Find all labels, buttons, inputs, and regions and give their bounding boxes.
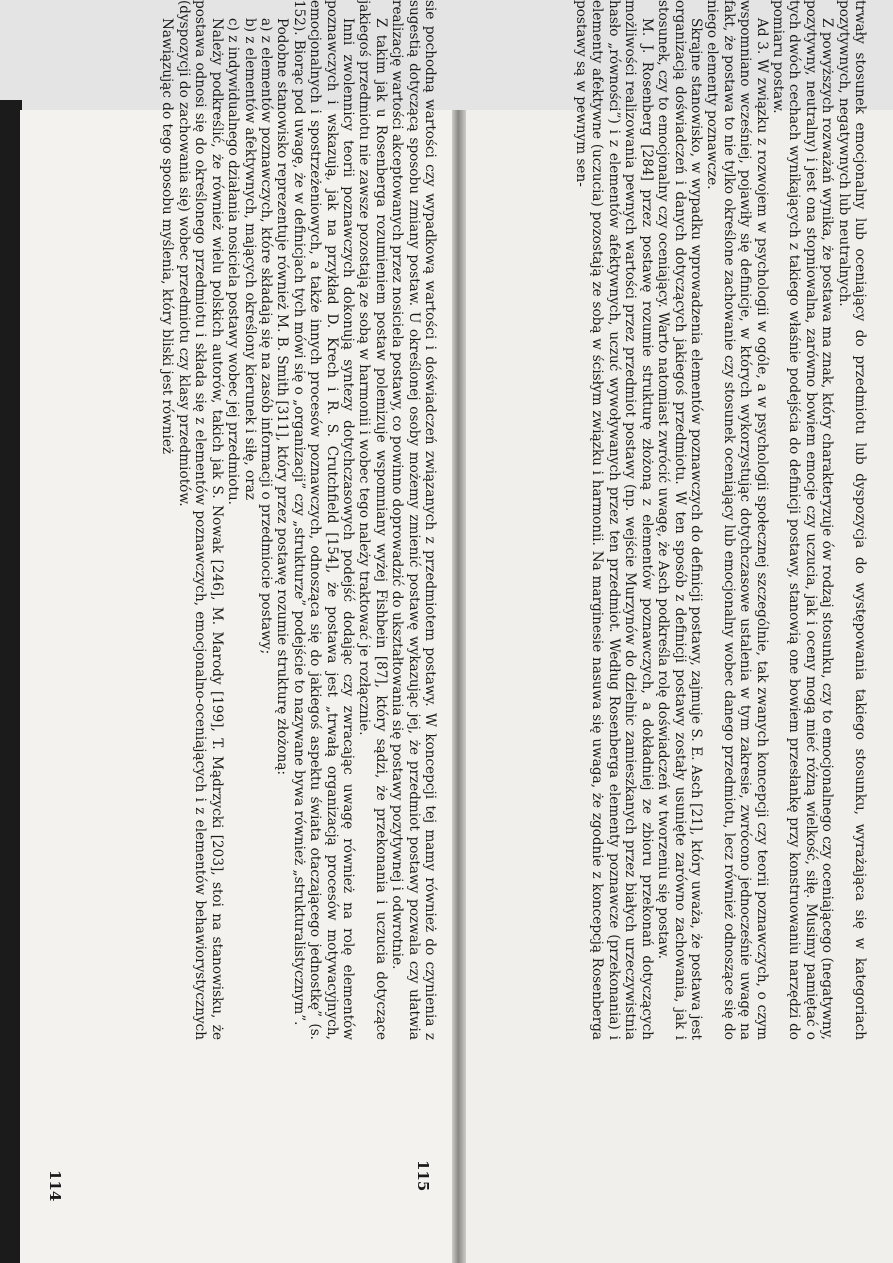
page-number-left: 114 [46,1170,64,1202]
list-item: a) z elementów poznawczych, które składają się na zasób informacji o przedmiocie postawy; [257,18,274,655]
left-page-text [573,0,868,1040]
list-item: c) z indywidualnego działania nosiciela postawy wobec jej przedmiotu. [225,18,242,505]
paragraph: M. J. Rosenberg [284] przez postawę rozumie strukturę złożoną z elementów poznawczych, a dokładniej ze zbioru przekonań dotyczących możliwości realizowania pewnych wartości przez przedmiot postawy (np. wejście Murzynów do dzielnic zamieszkanych przez białych urzeczywistnia hasło „równości”) i z elementów afektywnych, uczuć wywoływanych przez ten przedmiot. Według Rosenberga elementy poznawcze (przekonania) i elementy afektywne (uczucia) pozostają ze sobą w ścisłym związku i harmonii. Na marginesie nasuwa się uwaga, że zgodnie z koncepcją Rosenberga postawy są w pewnym sen- [573,0,655,1040]
paragraph: Nawiązując do tego sposobu myślenia, który bliski jest również [159,18,176,455]
paragraph: Podobne stanowisko reprezentuje również M. B. Smith [311], który przez postawę rozumie strukturę złożoną: [274,18,291,776]
paragraph: Ad 3. W związku z rozwojem w psychologii w ogóle, a w psychologii społecznej szczególnie, tak zwanych koncepcji czy teorii poznawczych, o czym wspomniano wcześniej, pojawiły się definicje, w których wykorzystując dotychczasowe ustalenia w tym zakresie, zwrócono jednocześnie uwagę na fakt, że postawa to nie tylko określone zachowanie czy stosunek oceniający lub emocjonalny wobec danego przedmiotu, lecz również odnoszące się do niego elementy poznawcze. [704,0,770,1040]
paragraph: trwały stosunek emocjonalny lub oceniający do przedmiotu lub dyspozycja do występowania takiego stosunku, wyrażająca się w kategoriach pozytywnych, negatywnych lub neutralnych. [835,0,868,1040]
paragraph: Inni zwolennicy teorii poznawczych dokonują syntezy dotychczasowych podejść dodając czy zwracając uwagę również na rolę elementów poznawczych i wskazują, jak na przykład D. Krech i R. S. Crutchfield [154], że postawa jest „trwałą organizacją procesów motywacyjnych, emocjonalnych i spostrzeżeniowych, a także innych procesów poznawczych, odnosząca się do jakiegoś aspektu świata otaczającego jednostkę” (s. 152). Biorąc pod uwagę, że w definicjach tych mówi się o „organizacji” czy „strukturze” podejście to nazywane bywa również „strukturalistycznym”. [290,0,356,1040]
paragraph: Skrajne stanowisko, w wypadku wprowadzenia elementów poznawczych do definicji postawy, zajmuje S. E. Asch [21], który uważa, że postawa jest organizacją doświadczeń i danych dotyczących jakiegoś przedmiotu. W ten sposób z definicji postawy zostały usunięte zarówno zachowania, jak i stosunek, czy to emocjonalny czy oceniający. Warto natomiast zwrócić uwagę, że Asch podkreśla rolę doświadczeń w tworzeniu się postaw. [655,0,704,1040]
list-item: b) z elementów afektywnych, mających określony kierunek i siłę, oraz [241,18,258,500]
book-spine [452,110,466,1263]
paragraph: Należy podkreślić, że również wielu polskich autorów, takich jak S. Nowak [246], M. Marody [199], T. Mądrzycki [203], stoi na stanowisku, że postawa odnosi się do określonego przedmiotu i składa się z elementów poznawczych, emocjonalno-oceniających i z elementów behawiorystycznych (dyspozycji do zachowania się) wobec przedmiotu czy klasy przedmiotów. [175,0,225,1040]
paragraph: Z takim jak u Rosenberga rozumieniem postaw polemizuje wspomniany wyżej Fishbein [87], który sądzi, że przekonania i uczucia dotyczące jakiegoś przedmiotu nie zawsze pozostają ze sobą w harmonii i wobec tego należy traktować je rozłącznie. [356,0,389,1040]
scan-edge-shadow [0,100,22,1263]
page-number-right: 115 [414,1160,432,1192]
paragraph: sie pochodną wartości czy wypadkową wartości i doświadczeń związanych z przedmiotem postawy. W koncepcji tej mamy również do czynienia z sugestią dotyczącą sposobu zmiany postaw. U określonej osoby możemy zmienić postawę wykazując jej, że przedmiot postawy pozwala czy ułatwia realizację wartości akceptowanych przez nosiciela postawy, co powinno doprowadzić do ukształtowania się postawy pozytywnej i odwrotnie. [389,0,438,1040]
right-page-text [159,0,438,1040]
paragraph: Z powyższych rozważań wynika, że postawa ma znak, który charakteryzuje ów rodzaj stosunku, czy to emocjonalnego czy oceniającego (negatywny, pozytywny, neutralny) i jest ona stopniowalna, zarówno bowiem emocje czy uczucia, jak i oceny mogą mieć różną wielkość, siłę. Musimy pamiętać o tych dwóch cechach wynikających z takiego właśnie podejścia do definicji postawy, stanowią one bowiem przesłankę przy konstruowaniu narzędzi do pomiaru postaw. [769,0,836,1040]
